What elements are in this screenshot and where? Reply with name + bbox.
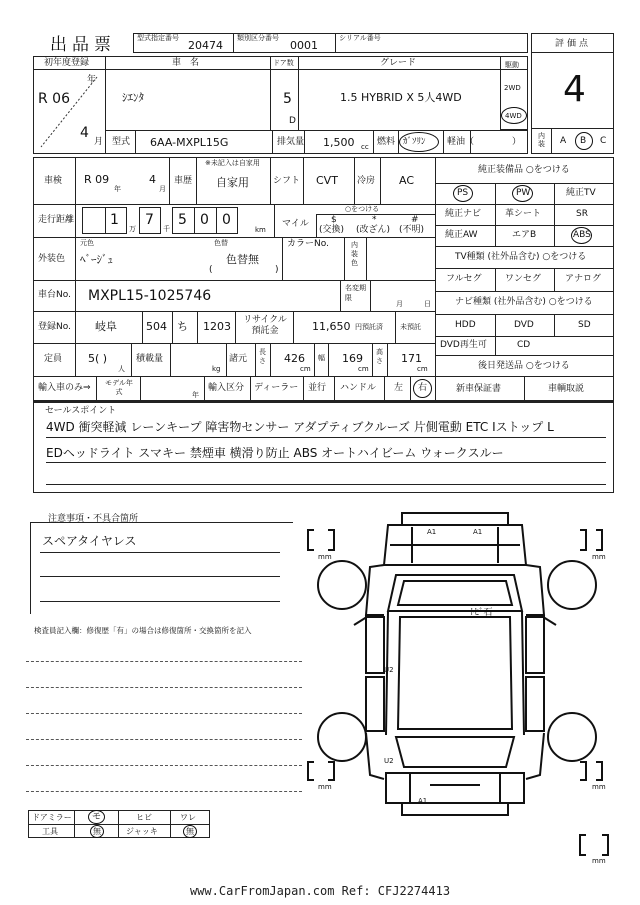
sales-label: セールスポイント: [45, 406, 117, 416]
fuel-value: ｶﾞｿﾘﾝ: [403, 137, 426, 147]
drive-2wd: 2WD: [504, 84, 521, 92]
repaint-value: 色替無: [226, 253, 259, 266]
recycle-value: 11,650: [312, 320, 351, 333]
color-label: 外装色: [38, 254, 66, 264]
mileage-digit-1: 1: [110, 212, 119, 228]
chassis-label: 車台No.: [38, 290, 71, 300]
notes-line-1: スペアタイヤレス: [42, 534, 137, 548]
navi-type-title: ナビ種類 (社外品含む) ○をつける: [455, 297, 593, 307]
mile-label: マイル: [282, 219, 309, 229]
len-unit: cm: [300, 365, 311, 373]
right-handle-circle: [413, 379, 432, 398]
navi-dvd: DVD: [514, 320, 534, 330]
equipment-title: 純正装備品 ○をつける: [478, 165, 570, 175]
interior-b: B: [580, 136, 587, 146]
damage-u2-rear: U2: [384, 757, 394, 765]
wid-unit: cm: [358, 365, 369, 373]
equip-aw: 純正AW: [445, 230, 478, 240]
equip-airbag: エアB: [512, 230, 537, 240]
shaken-year-unit: 年: [114, 185, 121, 193]
class-no-label: 類別区分番号: [237, 34, 279, 42]
shift-value: CVT: [316, 174, 338, 187]
equip-ps: PS: [457, 188, 469, 198]
recycle-pending: 未預託: [400, 323, 421, 331]
exchange-sym: $: [331, 215, 337, 225]
handle-label: ハンドル: [340, 383, 377, 393]
model-no: 20474: [188, 39, 223, 52]
wid-label: 幅: [318, 354, 325, 362]
hgt-label: 高さ: [376, 348, 383, 365]
light-oil-label: 軽油（: [447, 137, 475, 147]
sheet-title: 出品票: [50, 35, 116, 55]
score-value: 4: [563, 69, 586, 110]
grade-value: 1.5 HYBRID X 5人4WD: [340, 91, 462, 104]
mileage-digit-4: 0: [200, 212, 209, 228]
capacity-label: 定員: [44, 354, 63, 364]
equip-pw-circle: [512, 185, 533, 202]
shaken-month: 4: [149, 173, 156, 186]
tools-label: 工具: [42, 827, 58, 836]
fuel-label: 燃料: [377, 137, 396, 147]
model-no-label: 型式指定番号: [137, 34, 179, 42]
shaken-label: 車検: [44, 176, 63, 186]
history-note: ※未記入は自家用: [205, 159, 260, 167]
mark-note: ○をつける: [345, 205, 380, 213]
insp-month: 月: [396, 300, 403, 308]
damage-a1-front-left: A1: [427, 528, 437, 536]
tamper-label: (改ざん): [356, 225, 391, 235]
door-mirror-status: モ: [92, 812, 102, 822]
import-label: 輸入車のみ⇒: [38, 383, 91, 393]
car-name: ｼｴﾝﾀ: [122, 91, 144, 104]
first-reg-month: 4: [80, 125, 89, 141]
import-type-label: 輸入区分: [208, 383, 245, 393]
damage-windshield: ﾄﾋﾞ石: [470, 608, 493, 618]
dims-label: 諸元: [229, 354, 248, 364]
load-unit: kg: [212, 365, 221, 373]
inspector-label: 検査員記入欄：修復歴「有」の場合は修復箇所・交換箇所を記入: [34, 626, 252, 635]
len-value: 426: [284, 352, 305, 365]
grade-label: グレード: [380, 58, 417, 68]
car-name-label: 車 名: [172, 58, 200, 68]
sen-unit: 千: [163, 225, 170, 233]
navi-hdd: HDD: [455, 320, 476, 330]
drive-label: 駆動: [505, 61, 519, 69]
history-value: 自家用: [216, 176, 249, 189]
mm-spare: mm: [592, 857, 606, 865]
right-label: 右: [418, 383, 428, 393]
serial-label: シリアル番号: [339, 34, 381, 42]
recycle-unit: 円預託済: [355, 323, 383, 331]
equip-abs: ABS: [573, 230, 591, 240]
orig-color: ﾍﾞｰｼﾞｭ: [80, 253, 113, 266]
km-unit: km: [255, 226, 266, 234]
disp-label: 排気量: [277, 137, 305, 147]
mm-front-left: mm: [318, 553, 332, 561]
hgt-value: 171: [401, 352, 422, 365]
repaint-label: 色替: [214, 239, 228, 247]
equip-pw: PW: [516, 188, 531, 198]
drive-4wd: 4WD: [505, 112, 522, 120]
interior-color-label: 内装色: [351, 241, 358, 267]
insp-period-label: 名変期限: [345, 284, 366, 302]
footer-ref: www.CarFromJapan.com Ref: CFJ2274413: [189, 884, 451, 898]
navi-sd: SD: [578, 320, 591, 330]
color-no-label: カラーNo.: [287, 239, 329, 249]
equip-leather: 革シート: [505, 209, 542, 219]
unknown-sym: #: [411, 215, 419, 225]
reg-label: 登録No.: [38, 322, 71, 332]
tools-status: 無: [93, 827, 101, 836]
broken-label: ワレ: [180, 813, 196, 822]
damage-a1-rear: A1: [418, 797, 428, 805]
reg-kana: ち: [177, 320, 188, 333]
interior-b-circle: [575, 132, 593, 150]
mileage-digit-2: 7: [145, 212, 154, 228]
disp-unit: cc: [361, 143, 369, 151]
doors-value: 5: [283, 91, 292, 107]
hgt-unit: cm: [417, 365, 428, 373]
reg-num: 1203: [203, 320, 231, 333]
first-reg-year-unit: 年: [87, 75, 97, 85]
dealer-label: ディーラー: [254, 383, 299, 393]
mileage-digit-3: 5: [178, 212, 187, 228]
later-manual: 車輌取説: [548, 384, 585, 394]
reg-class: 504: [146, 320, 167, 333]
equip-ps-circle: [453, 185, 473, 202]
tv-oneseg: ワンセグ: [505, 274, 542, 284]
door-mirror-label: ドアミラー: [32, 813, 72, 822]
wid-value: 169: [342, 352, 363, 365]
interior-label: 内装: [538, 132, 545, 148]
door-type: D: [289, 116, 296, 126]
score-label: 評価点: [555, 39, 592, 49]
crack-label: ヒビ: [136, 813, 152, 822]
notes-label: 注意事項・不具合箇所: [48, 514, 139, 524]
first-reg-label: 初年度登録: [44, 58, 90, 68]
orig-color-label: 元色: [80, 239, 94, 247]
model-year-unit: 年: [192, 391, 199, 399]
car-damage-diagram: [300, 505, 630, 885]
mm-front-right: mm: [592, 553, 606, 561]
sales-line-1: 4WD 衝突軽減 レーンキープ 障害物センサー アダプティブクルーズ 片側電動 ETC Iストップ L: [46, 420, 554, 434]
damage-a1-front-right: A1: [473, 528, 483, 536]
shaken-month-unit: 月: [159, 185, 166, 193]
capacity-unit: 人: [118, 365, 125, 373]
equip-abs-circle: [571, 227, 592, 244]
type-label: 型式: [112, 137, 131, 147]
tamper-sym: *: [372, 215, 377, 225]
later-title: 後日発送品 ○をつける: [478, 361, 570, 371]
insp-day: 日: [424, 300, 431, 308]
class-no: 0001: [290, 39, 318, 52]
history-label: 車歴: [174, 176, 193, 186]
mm-rear-right: mm: [592, 783, 606, 791]
parallel-label: 並行: [308, 383, 327, 393]
equip-tv: 純正TV: [566, 188, 596, 198]
interior-c: C: [600, 136, 607, 146]
load-label: 積載量: [136, 354, 164, 364]
navi-cd: CD: [517, 340, 531, 350]
navi-dvd-play: DVD再生可: [440, 340, 487, 350]
ac-value: AC: [399, 174, 415, 187]
shaken-era: R 09: [84, 173, 110, 186]
chassis-value: MXPL15-1025746: [88, 288, 212, 304]
tv-fullseg: フルセグ: [446, 274, 482, 284]
jack-status: 無: [186, 827, 194, 836]
first-reg-month-unit: 月: [94, 137, 104, 147]
man-unit: 万: [129, 225, 136, 233]
model-year-label: モデル年式: [105, 379, 133, 396]
len-label: 長さ: [259, 348, 266, 365]
sales-line-2: EDヘッドライト スマキー 禁煙車 横滑り防止 ABS オートハイビーム ウォークスルー: [46, 446, 504, 460]
exchange-label: (交換): [319, 225, 345, 235]
mileage-digit-5: 0: [222, 212, 231, 228]
left-label: 左: [394, 383, 404, 393]
tv-analog: アナログ: [565, 274, 602, 284]
equip-sr: SR: [576, 209, 588, 219]
first-reg-era: R 06: [38, 91, 70, 107]
tv-type-title: TV種類 (社外品含む) ○をつける: [455, 252, 587, 262]
drive-4wd-circle: [501, 107, 527, 124]
type-value: 6AA-MXPL15G: [150, 136, 229, 149]
interior-a: A: [560, 136, 567, 146]
recycle-label: リサイクル預託金: [243, 315, 287, 336]
mm-rear-left: mm: [318, 783, 332, 791]
light-oil-close: ）: [512, 137, 522, 147]
later-warranty: 新車保証書: [456, 384, 502, 394]
jack-label: ジャッキ: [126, 827, 158, 836]
fuel-circle: [399, 132, 439, 152]
shift-label: シフト: [273, 176, 301, 186]
mileage-label: 走行距離: [38, 215, 75, 225]
damage-u2-side: U2: [384, 666, 394, 674]
ac-label: 冷房: [357, 176, 376, 186]
unknown-label: (不明): [399, 225, 425, 235]
capacity-value: 5( ): [88, 352, 108, 365]
disp-value: 1,500: [323, 136, 355, 149]
reg-area: 岐阜: [95, 320, 117, 333]
equip-navi: 純正ナビ: [445, 209, 482, 219]
doors-label: ドア数: [273, 59, 294, 67]
